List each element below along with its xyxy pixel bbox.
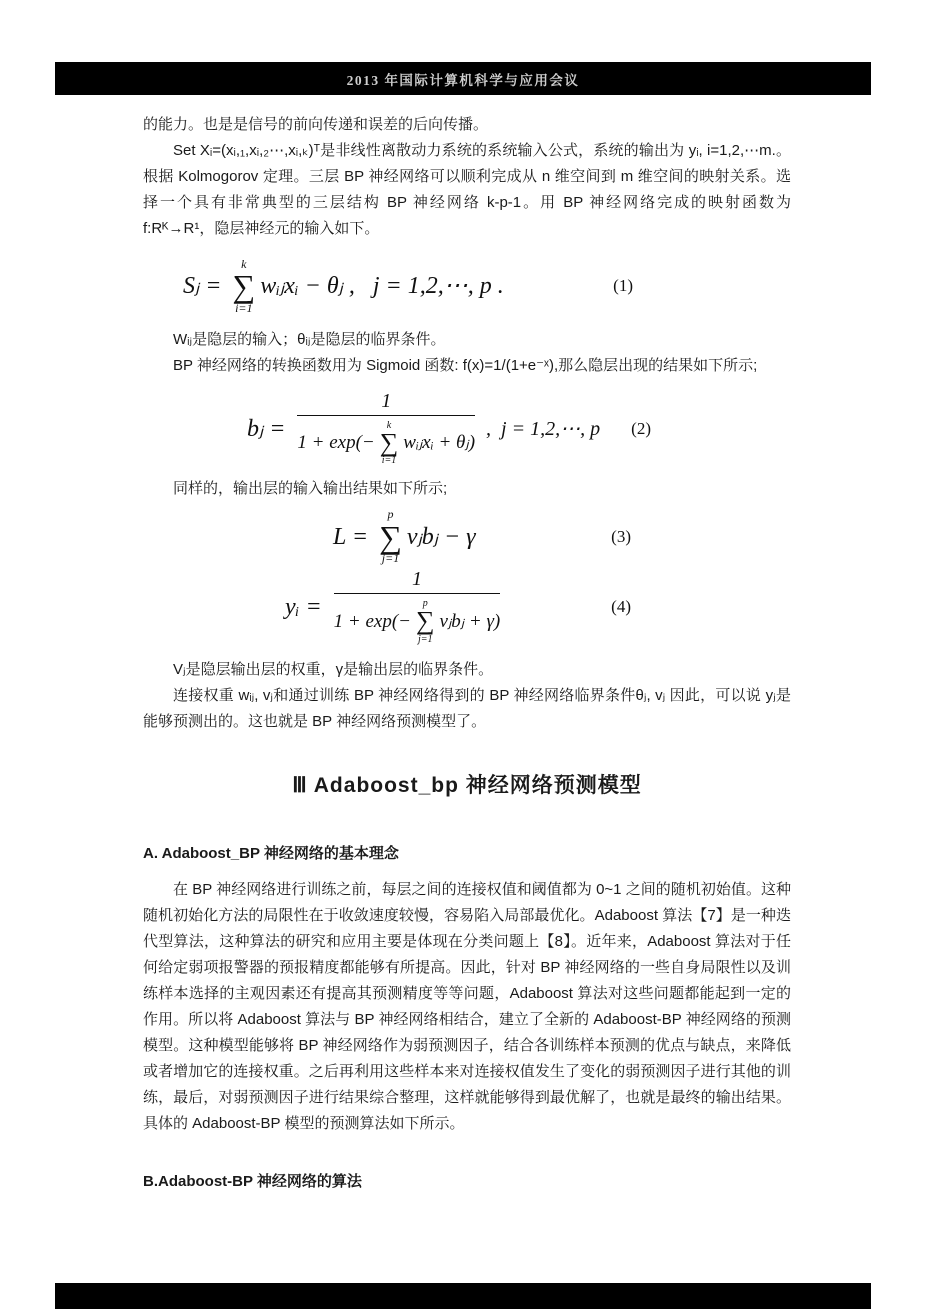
math-rhs: vⱼbⱼ − γ (406, 523, 476, 550)
page-footer-bar (55, 1283, 871, 1309)
math-lhs: bⱼ = (247, 415, 292, 442)
equation-4 (143, 569, 791, 645)
equation-1 (143, 258, 791, 315)
equation-number: (3) (611, 526, 631, 546)
paragraph-v-gamma: Vⱼ是隐层输出层的权重，γ是输出层的临界条件。 (173, 660, 494, 678)
summation-upper-limit: k (386, 419, 392, 431)
fraction (297, 391, 475, 467)
fraction-numerator: 1 (297, 391, 475, 416)
paragraph-intro: 的能力。也是是信号的前向传递和误差的后向传播。 (143, 116, 489, 133)
paragraph-w-theta: Wᵢⱼ是隐层的输入；θᵢⱼ是隐层的临界条件。 (173, 330, 446, 348)
summation (232, 258, 255, 315)
summation (379, 508, 402, 565)
math-lhs: Sⱼ = (183, 273, 228, 300)
equation-number: (4) (611, 597, 631, 617)
fraction-numerator: 1 (334, 569, 501, 594)
summation-lower-limit: j=1 (381, 551, 400, 566)
math-lhs: L = (333, 523, 375, 550)
summation-lower-limit: i=1 (381, 455, 397, 467)
denominator-suffix: wᵢⱼxᵢ + θⱼ) (403, 432, 476, 454)
math-rhs: wᵢⱼxᵢ − θⱼ , j = 1,2,⋯, p . (260, 273, 504, 300)
paragraph-sigmoid: BP 神经网络的转换函数用为 Sigmoid 函数: f(x)=1/(1+e⁻ˣ),那么隐层出现的结果如下所示; (173, 356, 758, 374)
summation-lower-limit: j=1 (418, 633, 433, 645)
math-tail: , j = 1,2,⋯, p (481, 417, 601, 440)
subsection-a-heading: A. Adaboost_BP 神经网络的基本理念 (143, 844, 399, 862)
summation (380, 420, 399, 467)
summation-upper-limit: p (422, 598, 428, 610)
equation-2 (143, 391, 791, 467)
equation-3 (143, 508, 791, 565)
fraction-denominator (297, 416, 475, 467)
section-heading: Ⅲ Adaboost_bp 神经网络预测模型 (292, 773, 642, 797)
equation-3-math (333, 508, 476, 565)
conference-header-bar (55, 62, 871, 95)
equation-number: (2) (631, 418, 651, 438)
sigma-symbol: ∑ (232, 268, 256, 305)
summation-lower-limit: i=1 (235, 300, 253, 315)
equation-4-math (285, 569, 506, 645)
equation-number: (1) (613, 276, 633, 296)
paragraph-output-layer: 同样的，输出层的输入输出结果如下所示; (173, 480, 448, 498)
subsection-a-text: 在 BP 神经网络进行训练之前，每层之间的连接权值和阈值都为 0~1 之间的随机初始值。这种随机初始化方法的局限性在于收敛速度较慢，容易陷入局部最优化。Adaboost 算法【7】是一种迭代型算法，这种算法的研究和应用主要是体现在分类问题上【8】。近年来，Adaboost 算法对于任何给定弱项报警器的预报精度都能够有所提高。因此，针对 BP 神经网络的一些自身局限性以及训练样本选择的主观因素还有提高其预测精度等等问题，Adaboost 算法对这些问题都能起到一定的作用。所以将 Adaboost 算法与 BP 神经网络相结合，建立了全新的 Adaboost-BP 神经网络的预测模型。这种模型能够将 BP 神经网络作为弱预测因子，结合各训练样本预测的优点与缺点，来降低或者增加它的连接权重。之后再利用这些样本来对连接权值发生了变化的弱预测因子进行其他的训练，最后，对弱预测因子进行结果综合整理，这样就能够得到最优解了，也就是最终的输出结果。具体的 Adaboost-BP 模型的预测算法如下所示。 (143, 880, 791, 1132)
fraction (334, 569, 501, 645)
page-content (143, 112, 791, 1205)
fraction-denominator (334, 594, 501, 645)
summation-upper-limit: p (387, 507, 394, 522)
denominator-suffix: vⱼbⱼ + γ) (439, 610, 501, 632)
paragraph-set-x: Set Xᵢ=(xᵢ,₁,xᵢ,₂⋯,xᵢ,ₖ)ᵀ是非线性离散动力系统的系统输入公式，系统的输出为 yᵢ, i=1,2,⋯m.。根据 Kolmogorov 定理。三层 BP 神经网络可以顺利完成从 n 维空间到 m 维空间的映射关系。选择一个具有非常典型的三层结构 BP 神经网络 k-p-1。用 BP 神经网络完成的映射函数为 f:Rᴷ→R¹，隐层神经元的输入如下。 (143, 142, 791, 237)
sigma-symbol: ∑ (416, 606, 435, 636)
equation-1-math (183, 258, 504, 315)
sigma-symbol: ∑ (379, 427, 399, 457)
conference-title: 2013 年国际计算机科学与应用会议 (346, 72, 580, 88)
math-lhs: yᵢ = (285, 594, 328, 621)
denominator-prefix: 1 + exp(− (297, 432, 375, 454)
summation (416, 598, 435, 645)
sigma-symbol: ∑ (379, 518, 402, 555)
equation-2-math (247, 391, 600, 467)
summation-upper-limit: k (241, 257, 247, 271)
denominator-prefix: 1 + exp(− (333, 610, 411, 632)
paragraph-weights-summary: 连接权重 wᵢⱼ, vⱼ和通过训练 BP 神经网络得到的 BP 神经网络临界条件θⱼ, vⱼ 因此，可以说 yⱼ是能够预测出的。这也就是 BP 神经网络预测模型了。 (143, 686, 791, 730)
subsection-b-heading: B.Adaboost-BP 神经网络的算法 (143, 1172, 362, 1190)
